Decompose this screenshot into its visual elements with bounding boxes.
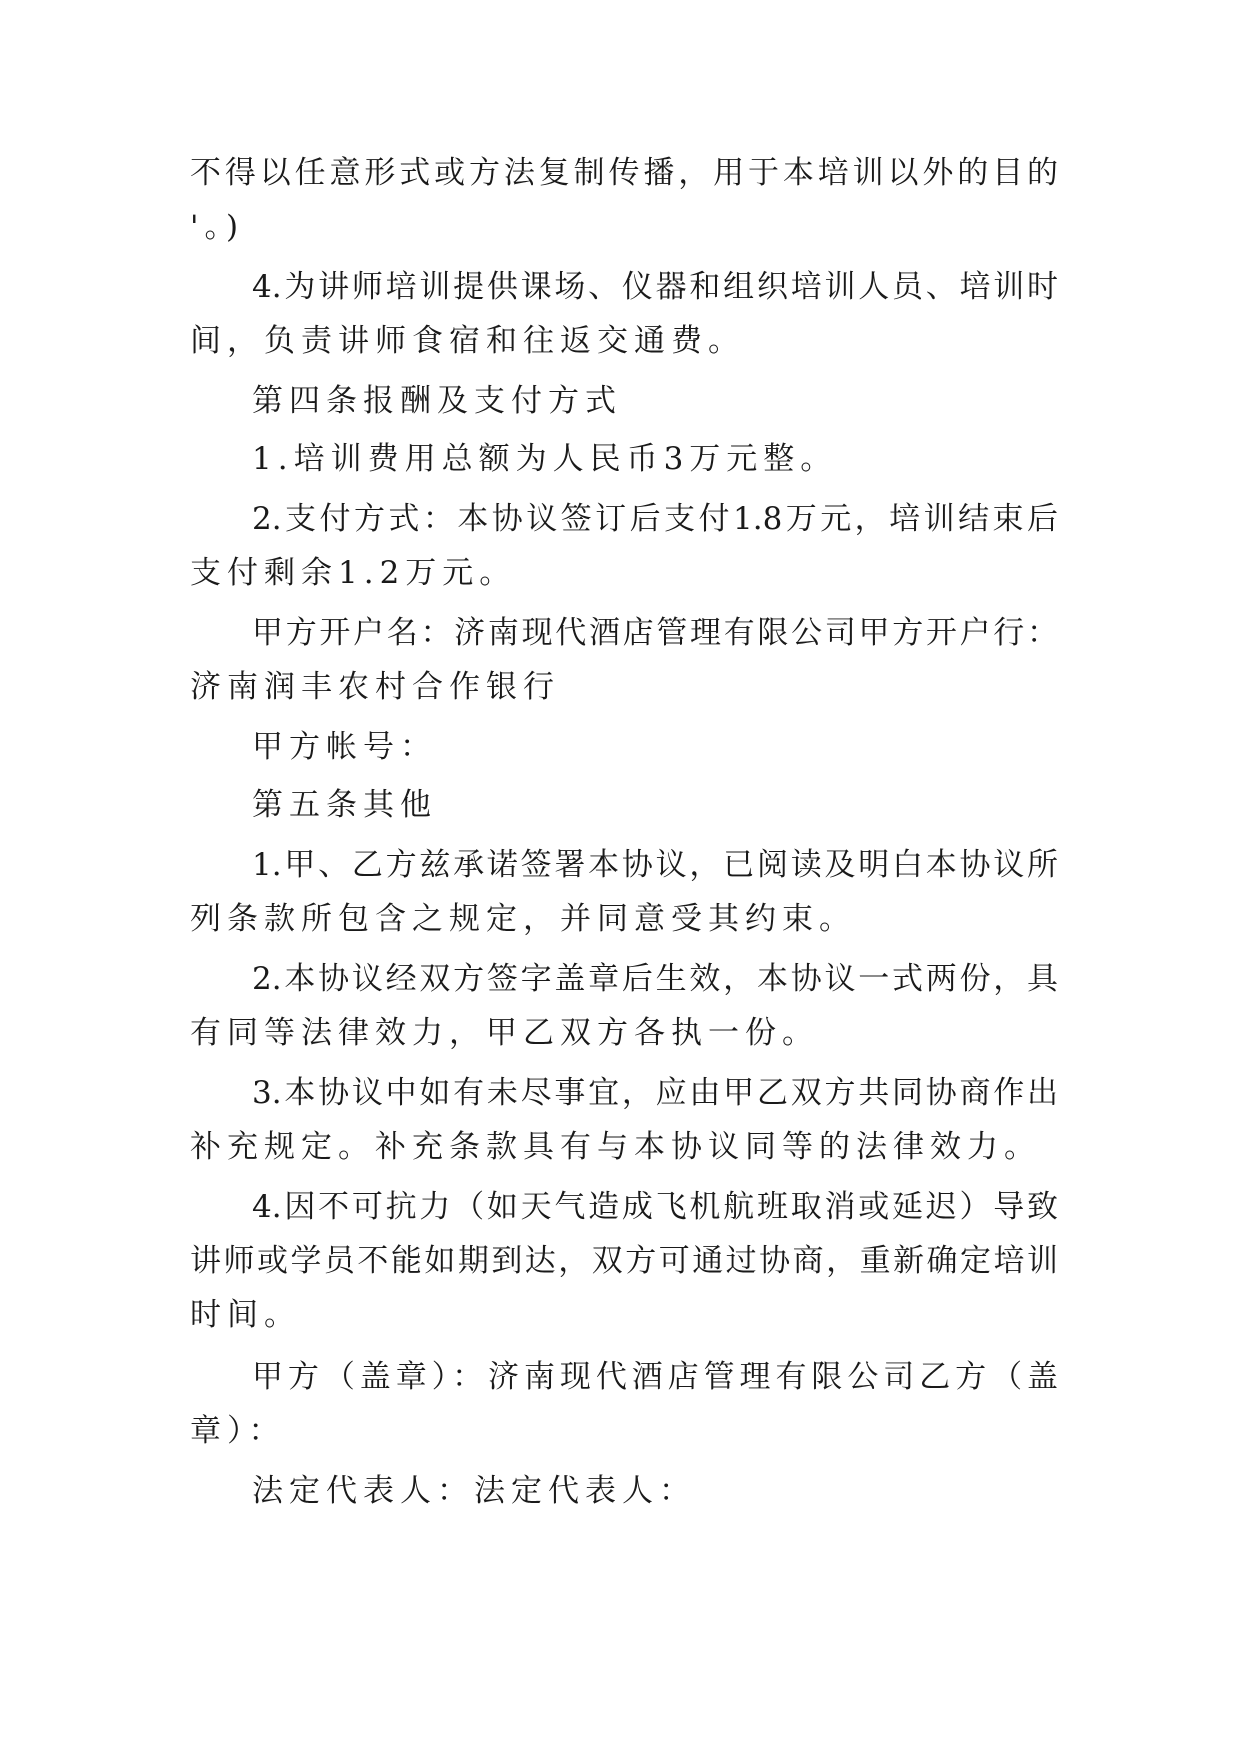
text-line: '。) [190,209,245,245]
text-line: 甲方帐号： [252,729,437,765]
signature-line: 甲方（盖章）：济南现代酒店管理有限公司乙方（盖 [252,1359,1058,1395]
text-line: 甲方开户名：济南现代酒店管理有限公司甲方开户行： [252,615,1058,651]
signature-line: 法定代表人：法定代表人： [252,1473,696,1509]
text-line: 2.支付方式：本协议签订后支付1.8万元，培训结束后 [252,501,1058,537]
text-line: 2.本协议经双方签字盖章后生效，本协议一式两份，具 [252,961,1058,997]
text-line: 支付剩余1.2万元。 [190,555,517,591]
text-line: 3.本协议中如有未尽事宜，应由甲乙双方共同协商作出 [252,1075,1058,1111]
section-heading: 第四条报酬及支付方式 [252,383,622,419]
text-line: 补充规定。补充条款具有与本协议同等的法律效力。 [190,1129,1041,1165]
text-line: 1.甲、乙方兹承诺签署本协议，已阅读及明白本协议所 [252,847,1058,883]
text-line: 4.因不可抗力（如天气造成飞机航班取消或延迟）导致 [252,1189,1058,1225]
text-line: 间，负责讲师食宿和往返交通费。 [190,323,745,359]
signature-line: 章）： [190,1413,286,1449]
text-line: 有同等法律效力，甲乙双方各执一份。 [190,1015,819,1051]
text-line: 讲师或学员不能如期到达，双方可通过协商，重新确定培训 [190,1243,1058,1279]
text-line: 时间。 [190,1297,301,1333]
text-line: 1.培训费用总额为人民币3万元整。 [252,441,838,477]
section-heading: 第五条其他 [252,787,437,823]
text-line: 不得以任意形式或方法复制传播，用于本培训以外的目的 [190,155,1058,191]
text-line: 4.为讲师培训提供课场、仪器和组织培训人员、培训时 [252,269,1058,305]
text-line: 济南润丰农村合作银行 [190,669,560,705]
text-line: 列条款所包含之规定，并同意受其约束。 [190,901,856,937]
